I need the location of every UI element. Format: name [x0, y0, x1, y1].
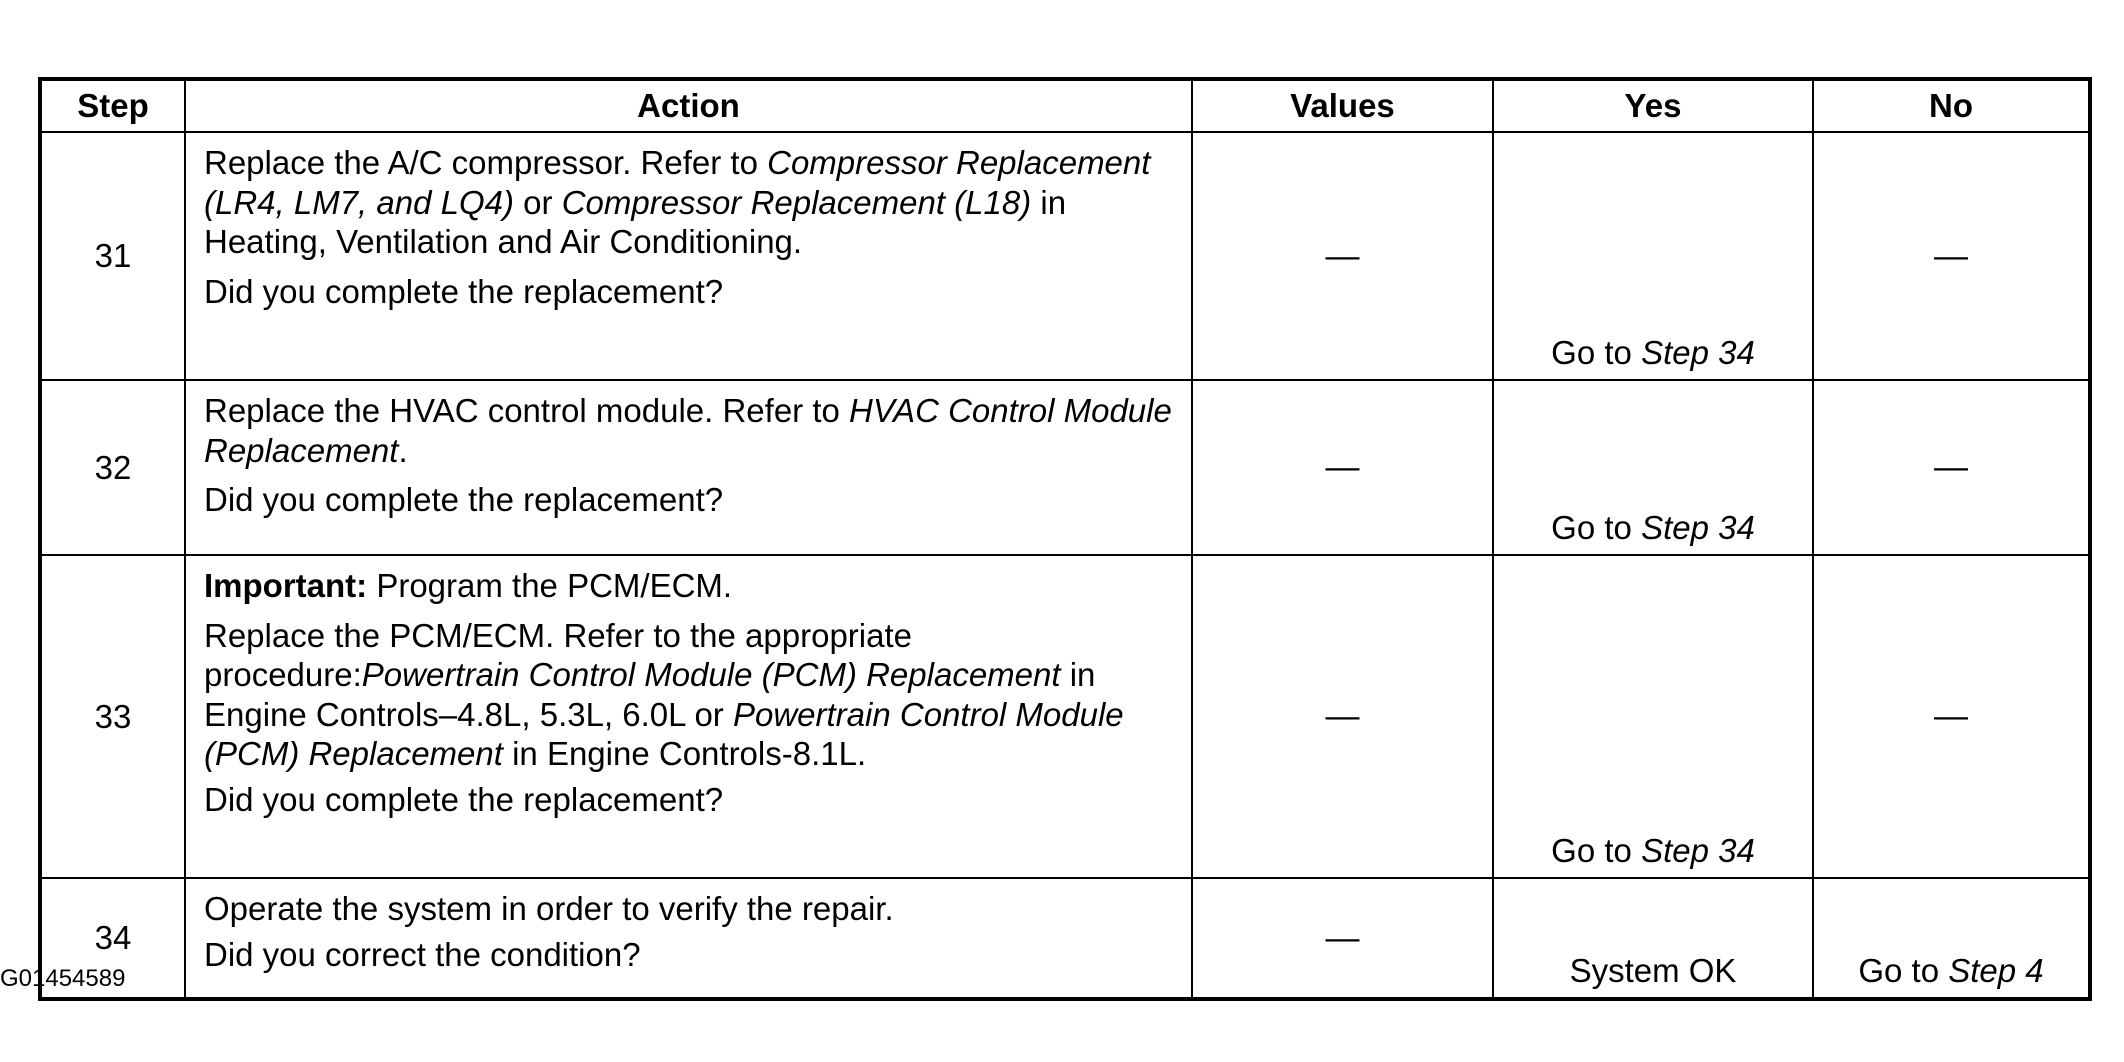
- yes-text: Go to: [1551, 334, 1642, 372]
- step-number: 32: [40, 380, 185, 555]
- diagnostic-step-table: [38, 77, 2092, 1001]
- step-number: 34: [40, 878, 185, 999]
- table-row: [40, 555, 2090, 878]
- step-number: 31: [40, 132, 185, 380]
- reference-title: Compressor Replacement (L18): [561, 183, 1032, 221]
- no-cell: [1813, 555, 2090, 878]
- action-text: in Engine Controls-8.1L.: [502, 735, 867, 773]
- no-dash: —: [1934, 448, 1968, 487]
- no-cell: [1813, 878, 2090, 999]
- yes-step-link[interactable]: Step 34: [1641, 509, 1755, 547]
- values-cell: [1192, 380, 1493, 555]
- important-note: [204, 566, 1173, 606]
- table-row: [40, 380, 2090, 555]
- important-label: Important:: [204, 567, 368, 604]
- action-instruction: [204, 616, 1173, 774]
- values-dash: —: [1325, 448, 1360, 487]
- table-row: [40, 132, 2090, 380]
- yes-step-link[interactable]: Step 34: [1641, 832, 1755, 870]
- action-text: or: [514, 183, 562, 221]
- step-number: 33: [40, 555, 185, 878]
- header-yes: Yes: [1493, 79, 1813, 132]
- action-question: Did you complete the replacement?: [204, 481, 724, 519]
- figure-id: G01454589: [0, 965, 126, 992]
- action-text: in Heating, Ventilation and Air Conditioning.: [204, 183, 1067, 261]
- no-cell: [1813, 380, 2090, 555]
- no-step-link[interactable]: Step 4: [1948, 952, 2044, 990]
- no-cell: [1813, 132, 2090, 380]
- action-cell: [185, 555, 1192, 878]
- reference-title: Powertrain Control Module (PCM) Replacement: [361, 656, 1061, 694]
- values-cell: [1192, 555, 1493, 878]
- table-row: [40, 878, 2090, 999]
- header-action: Action: [185, 79, 1192, 132]
- values-dash: —: [1325, 697, 1360, 736]
- yes-cell: [1493, 878, 1813, 999]
- values-dash: —: [1325, 236, 1360, 275]
- action-question: Did you complete the replacement?: [204, 780, 724, 818]
- no-text: Go to: [1858, 952, 1949, 990]
- header-values: Values: [1192, 79, 1493, 132]
- no-dash: —: [1934, 236, 1968, 275]
- reference-title: HVAC Control Module Replacement: [204, 392, 1172, 469]
- action-instruction: Operate the system in order to verify the repair.: [204, 890, 894, 927]
- action-question: Did you complete the replacement?: [204, 272, 724, 310]
- yes-text: System OK: [1569, 952, 1737, 990]
- action-instruction: [204, 391, 1173, 470]
- yes-text: Go to: [1551, 509, 1642, 547]
- values-cell: [1192, 878, 1493, 999]
- yes-step-link[interactable]: Step 34: [1641, 334, 1755, 372]
- action-cell: [185, 878, 1192, 999]
- action-instruction: [204, 143, 1173, 262]
- values-dash: —: [1325, 918, 1360, 957]
- important-text: Program the PCM/ECM.: [367, 567, 733, 604]
- action-cell: [185, 380, 1192, 555]
- yes-text: Go to: [1551, 832, 1642, 870]
- action-text: .: [398, 431, 408, 469]
- action-question: Did you correct the condition?: [204, 935, 641, 973]
- table-header-row: [40, 79, 2090, 132]
- action-text: Replace the HVAC control module. Refer to: [204, 392, 850, 429]
- action-text: Replace the A/C compressor. Refer to: [204, 144, 768, 181]
- reference-title: Compressor Replacement (LR4, LM7, and LQ4): [204, 144, 1151, 221]
- action-cell: [185, 132, 1192, 380]
- yes-cell: [1493, 132, 1813, 380]
- action-text: in Engine Controls–4.8L, 5.3L, 6.0L or: [204, 656, 1096, 733]
- header-step: Step: [40, 79, 185, 132]
- yes-cell: [1493, 380, 1813, 555]
- no-dash: —: [1934, 697, 1968, 736]
- action-text: Replace the PCM/ECM. Refer to the appropriate procedure:: [204, 616, 913, 694]
- header-no: No: [1813, 79, 2090, 132]
- yes-cell: [1493, 555, 1813, 878]
- values-cell: [1192, 132, 1493, 380]
- reference-title: Powertrain Control Module (PCM) Replacement: [204, 695, 1124, 773]
